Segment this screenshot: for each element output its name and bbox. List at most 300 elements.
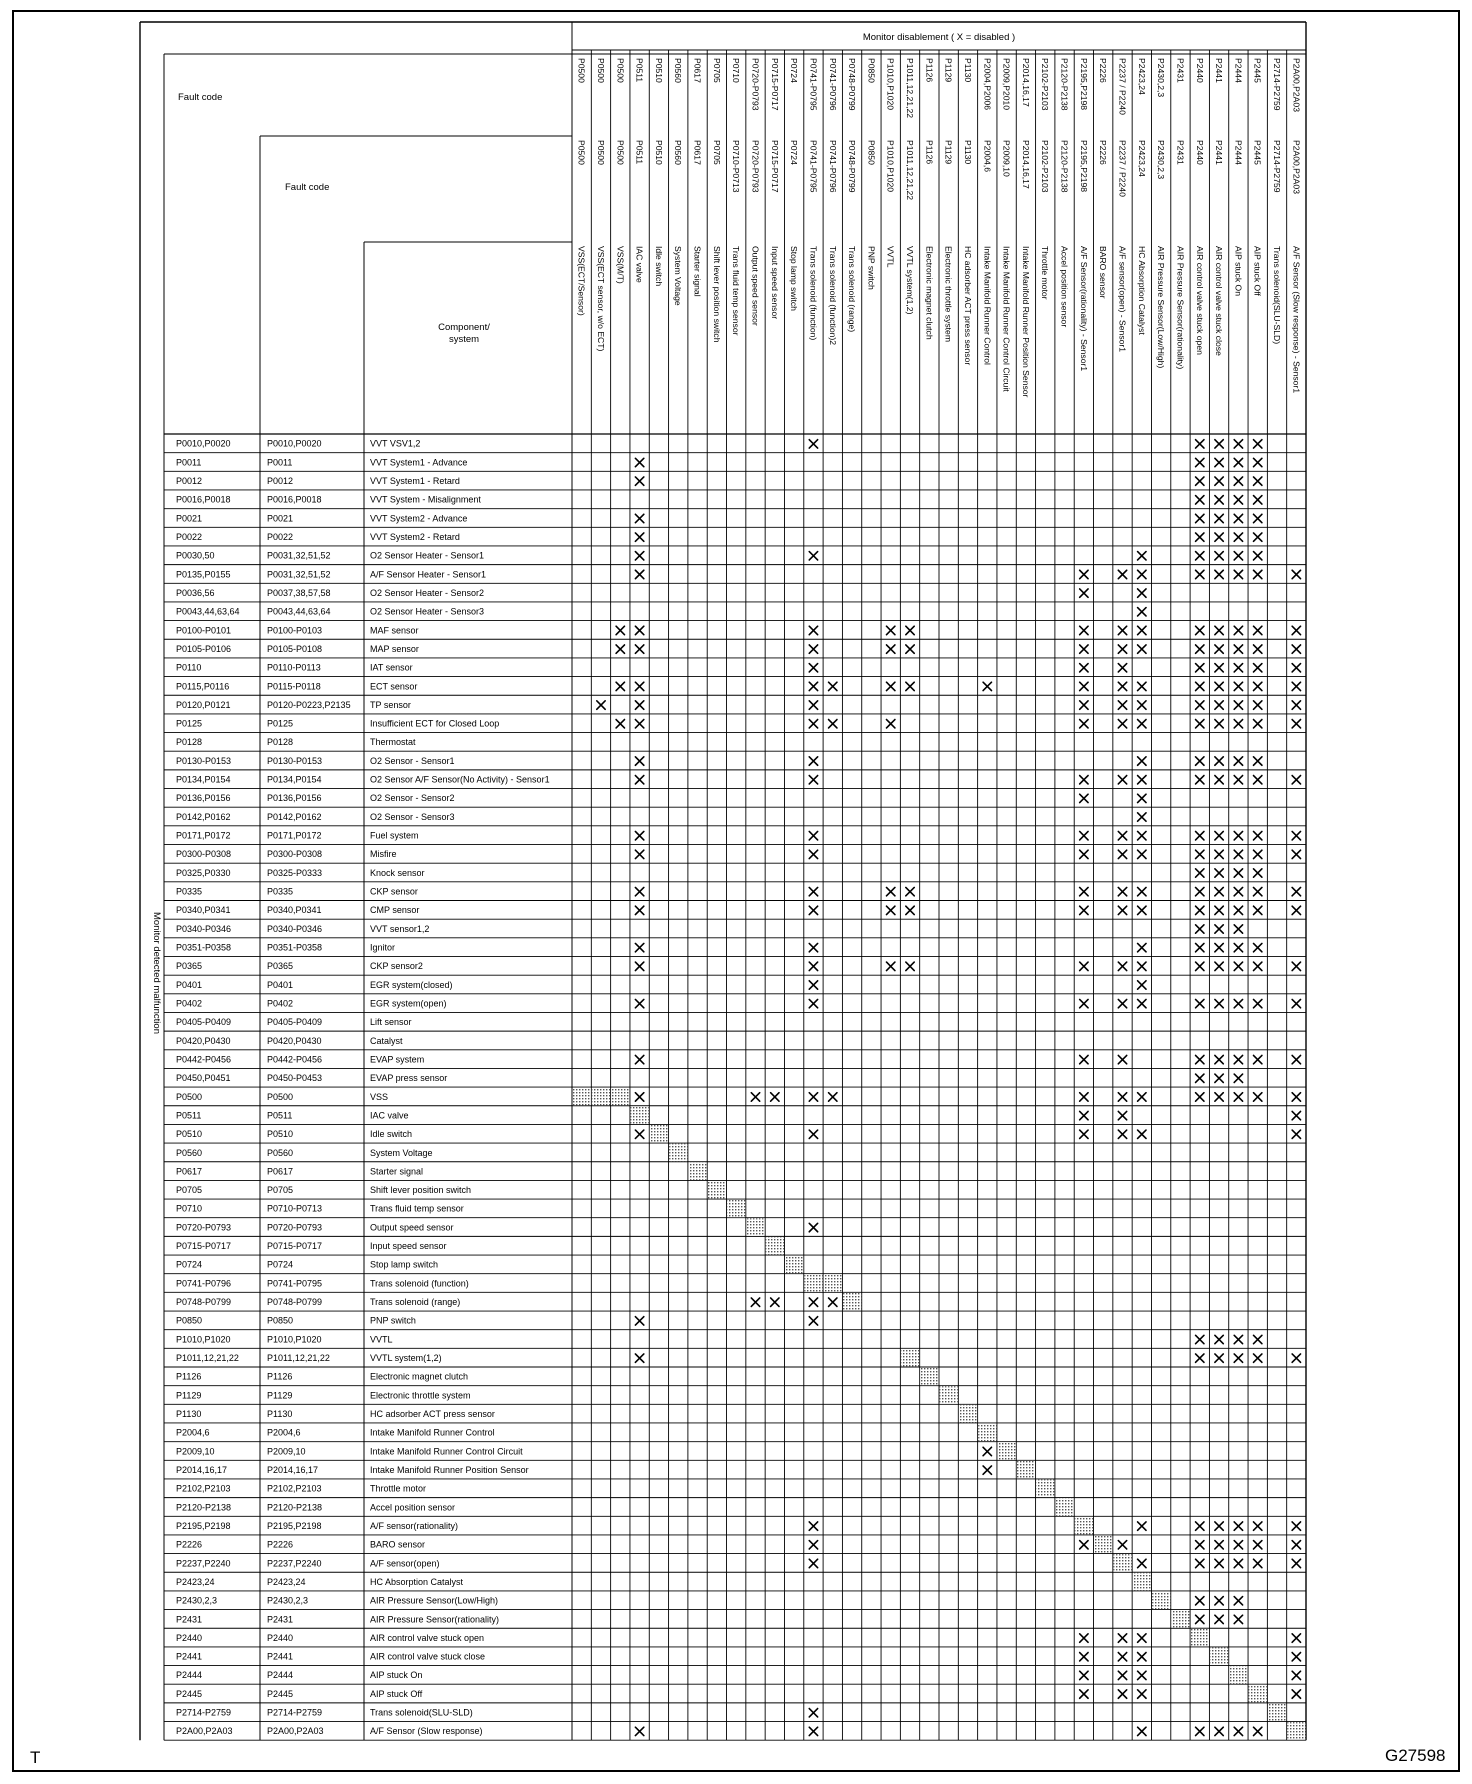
row-code: P2423,24	[176, 1576, 215, 1587]
disabled-mark	[809, 981, 817, 989]
row-code: P1129	[176, 1390, 202, 1401]
disabled-mark	[1196, 1335, 1204, 1343]
disabled-mark	[809, 626, 817, 634]
row-code: P0720-P0793	[176, 1222, 232, 1233]
disabled-mark	[1292, 1354, 1300, 1362]
disabled-mark	[1118, 776, 1126, 784]
shaded-cell	[978, 1424, 996, 1441]
disabled-mark	[1234, 1074, 1242, 1082]
row-code2: P2714-P2759	[267, 1707, 323, 1718]
row-code: P2714-P2759	[176, 1707, 232, 1718]
column-code: P2009,P2010	[1001, 58, 1012, 111]
column-name: AIR Pressure Sensor(Low/High)	[1156, 246, 1167, 369]
column-code2: P0720-P0793	[750, 140, 761, 193]
disabled-mark	[1138, 1130, 1146, 1138]
column-code: P2004,P2006	[982, 58, 993, 111]
row-code2: P0016,P0018	[267, 494, 322, 505]
shaded-cell	[1036, 1480, 1054, 1497]
disabled-mark	[1118, 570, 1126, 578]
disabled-mark	[1254, 999, 1262, 1007]
disabled-mark	[635, 776, 643, 784]
column-code: P0500	[615, 58, 626, 83]
fault-code-header: Fault code	[178, 92, 223, 103]
row-name: AIP stuck Off	[370, 1688, 423, 1699]
row-code2: P2444	[267, 1670, 294, 1681]
row-code2: P0500	[267, 1091, 294, 1102]
row-code2: P2014,16,17	[267, 1464, 319, 1475]
disabled-mark	[1118, 887, 1126, 895]
disabled-mark	[1196, 552, 1204, 560]
disabled-mark	[1118, 701, 1126, 709]
disabled-mark	[1215, 943, 1223, 951]
disabled-mark	[1292, 1559, 1300, 1567]
disabled-mark	[887, 682, 895, 690]
row-code: P0011	[176, 457, 202, 468]
row-code: P2009,10	[176, 1446, 215, 1457]
column-code: P2445	[1252, 58, 1263, 83]
row-name: MAP sensor	[370, 643, 419, 654]
shaded-cell	[766, 1237, 784, 1254]
disabled-mark	[809, 645, 817, 653]
column-code: P2226	[1098, 58, 1109, 83]
column-name: AIR Pressure Sensor(rationality)	[1175, 246, 1186, 370]
row-code2: P0365	[267, 961, 294, 972]
row-name: O2 Sensor Heater - Sensor1	[370, 550, 485, 561]
row-code: P0100-P0101	[176, 625, 232, 636]
row-code2: P0043,44,63,64	[267, 606, 331, 617]
column-name: PNP switch	[866, 246, 877, 290]
disabled-mark	[1292, 626, 1300, 634]
disabled-mark	[1196, 776, 1204, 784]
disabled-mark	[1292, 570, 1300, 578]
disabled-mark	[809, 943, 817, 951]
row-name: Throttle motor	[370, 1483, 427, 1494]
disabled-mark	[1254, 458, 1262, 466]
figure-code: G27598	[1385, 1746, 1446, 1765]
shaded-cell	[669, 1144, 687, 1161]
column-code: P0500	[595, 58, 606, 83]
row-name: O2 Sensor Heater - Sensor2	[370, 587, 485, 598]
disabled-mark	[1196, 626, 1204, 634]
disabled-mark	[1118, 645, 1126, 653]
column-code: P0741-P0795	[808, 58, 819, 111]
disabled-mark	[1292, 999, 1300, 1007]
disabled-mark	[1196, 1541, 1204, 1549]
disabled-mark	[1196, 1354, 1204, 1362]
row-code: P0450,P0451	[176, 1073, 231, 1084]
disabled-mark	[1254, 1093, 1262, 1101]
disabled-mark	[635, 887, 643, 895]
row-name: VVT System2 - Retard	[370, 531, 460, 542]
disabled-mark	[1292, 1653, 1300, 1661]
column-name: Throttle motor	[1040, 246, 1051, 300]
disabled-mark	[1254, 1335, 1262, 1343]
disabled-mark	[809, 720, 817, 728]
disabled-mark	[1254, 552, 1262, 560]
disabled-mark	[1254, 776, 1262, 784]
disabled-mark	[1080, 1055, 1088, 1063]
disabled-mark	[1234, 440, 1242, 448]
disabled-mark	[1080, 720, 1088, 728]
shaded-cell	[1133, 1573, 1151, 1590]
column-code: P2444	[1233, 58, 1244, 83]
row-code2: P0105-P0108	[267, 643, 323, 654]
disabled-mark	[1138, 906, 1146, 914]
shaded-cell	[573, 1088, 591, 1105]
disabled-mark	[1138, 552, 1146, 560]
column-code: P2195,P2198	[1078, 58, 1089, 111]
column-code2: P0705	[711, 140, 722, 165]
disabled-mark	[809, 887, 817, 895]
column-code2: P0560	[673, 140, 684, 165]
column-code: P0741-P0796	[827, 58, 838, 111]
corner-mark: T	[30, 1748, 41, 1767]
disabled-mark	[1234, 1727, 1242, 1735]
shaded-cell	[1249, 1685, 1267, 1702]
column-code: P2714-P2759	[1272, 58, 1283, 111]
disabled-mark	[1215, 645, 1223, 653]
row-name: Accel position sensor	[370, 1502, 456, 1513]
row-code: P0134,P0154	[176, 774, 231, 785]
disabled-mark	[1196, 533, 1204, 541]
row-name: AIP stuck On	[370, 1670, 423, 1681]
row-code: P0715-P0717	[176, 1241, 232, 1252]
shaded-cell	[592, 1088, 610, 1105]
disabled-mark	[1080, 962, 1088, 970]
row-name: A/F sensor(rationality)	[370, 1520, 459, 1531]
shaded-cell	[824, 1274, 842, 1291]
column-code2: P0500	[615, 140, 626, 165]
disabled-mark	[1234, 943, 1242, 951]
shaded-cell	[998, 1442, 1016, 1459]
disabled-mark	[1080, 1671, 1088, 1679]
disabled-mark	[1234, 925, 1242, 933]
disabled-mark	[635, 1093, 643, 1101]
disabled-mark	[1234, 887, 1242, 895]
disabled-mark	[1234, 1559, 1242, 1567]
row-name: O2 Sensor - Sensor2	[370, 793, 455, 804]
row-code2: P0340,P0341	[267, 905, 322, 916]
column-name: Trans solenoid (function)	[808, 246, 819, 341]
disabled-mark	[635, 533, 643, 541]
row-code2: P0351-P0358	[267, 942, 323, 953]
row-code: P0500	[176, 1091, 203, 1102]
row-code2: P2004,6	[267, 1427, 301, 1438]
disabled-mark	[1254, 906, 1262, 914]
column-code: P0511	[634, 58, 645, 83]
disabled-mark	[1196, 682, 1204, 690]
disabled-mark	[1215, 496, 1223, 504]
row-code: P0442-P0456	[176, 1054, 232, 1065]
row-code2: P0171,P0172	[267, 830, 322, 841]
disabled-mark	[1196, 1522, 1204, 1530]
disabled-mark	[635, 906, 643, 914]
disabled-mark	[1215, 906, 1223, 914]
disabled-mark	[1138, 720, 1146, 728]
disabled-mark	[1234, 1093, 1242, 1101]
disabled-mark	[829, 1298, 837, 1306]
row-name: VVT System1 - Advance	[370, 457, 468, 468]
row-code2: P0724	[267, 1259, 294, 1270]
disabled-mark	[1118, 682, 1126, 690]
column-code2: P2237 / P2240	[1117, 140, 1128, 197]
disabled-mark	[1234, 570, 1242, 578]
disabled-mark	[1138, 1093, 1146, 1101]
disabled-mark	[1215, 552, 1223, 560]
disabled-mark	[635, 514, 643, 522]
group-title: Monitor disablement ( X = disabled )	[862, 32, 1016, 43]
column-name: A/F Sensor (Slow response) - Sensor1	[1291, 246, 1302, 394]
disabled-mark	[1215, 1541, 1223, 1549]
component-header: system	[448, 334, 480, 345]
column-name: AIR control valve stuck open	[1194, 246, 1205, 355]
column-name: VSS(ECT sensor, w/o ECT)	[595, 246, 606, 352]
column-code2: P2440	[1194, 140, 1205, 165]
disabled-mark	[1215, 701, 1223, 709]
row-code2: P0340-P0346	[267, 923, 323, 934]
disabled-mark	[1196, 887, 1204, 895]
column-code2: P2423,24	[1136, 140, 1147, 177]
disabled-mark	[983, 682, 991, 690]
row-code: P2195,P2198	[176, 1520, 231, 1531]
disabled-mark	[1234, 831, 1242, 839]
row-code: P0120,P0121	[176, 699, 231, 710]
disabled-mark	[1080, 776, 1088, 784]
shaded-cell	[1075, 1517, 1093, 1534]
disabled-mark	[1292, 850, 1300, 858]
row-name: Idle switch	[370, 1129, 413, 1140]
disabled-mark	[1118, 962, 1126, 970]
disabled-mark	[1234, 962, 1242, 970]
disabled-mark	[751, 1298, 759, 1306]
disabled-mark	[1080, 887, 1088, 895]
row-code2: P2195,P2198	[267, 1520, 322, 1531]
disabled-mark	[1234, 1597, 1242, 1605]
shaded-cell	[920, 1368, 938, 1385]
disabled-mark	[1234, 477, 1242, 485]
disabled-mark	[1196, 925, 1204, 933]
column-name: Stop lamp switch	[789, 246, 800, 311]
row-code: P0340-P0346	[176, 923, 232, 934]
row-code2: P2226	[267, 1539, 294, 1550]
row-code: P0010,P0020	[176, 438, 231, 449]
row-name: Intake Manifold Runner Control Circuit	[370, 1446, 523, 1457]
disabled-mark	[1254, 682, 1262, 690]
shaded-cell	[1017, 1461, 1035, 1478]
disabled-mark	[1118, 1130, 1126, 1138]
disabled-mark	[1196, 1615, 1204, 1623]
disabled-mark	[635, 943, 643, 951]
column-code2: P2014,16,17	[1020, 140, 1031, 189]
row-code2: P0128	[267, 737, 294, 748]
column-code2: P2444	[1233, 140, 1244, 165]
row-code: P0335	[176, 886, 203, 897]
row-code: P2226	[176, 1539, 203, 1550]
disabled-mark	[635, 701, 643, 709]
row-code: P1010,P1020	[176, 1334, 231, 1345]
disabled-mark	[635, 1354, 643, 1362]
row-code2: P0115-P0118	[267, 681, 321, 692]
column-code: P1129	[943, 58, 954, 83]
disabled-mark	[1215, 626, 1223, 634]
disabled-mark	[1118, 626, 1126, 634]
disabled-mark	[1080, 1093, 1088, 1101]
column-name: Trans solenoid (range)	[847, 246, 858, 333]
disabled-mark	[1215, 999, 1223, 1007]
disabled-mark	[1118, 664, 1126, 672]
disabled-mark	[1234, 1354, 1242, 1362]
column-code2: P2226	[1098, 140, 1109, 165]
column-code2: P0715-P0717	[769, 140, 780, 193]
disabled-mark	[809, 850, 817, 858]
row-name: VVT VSV1,2	[370, 438, 421, 449]
disabled-mark	[1215, 570, 1223, 578]
disabled-mark	[1215, 1354, 1223, 1362]
row-code2: P0136,P0156	[267, 793, 322, 804]
shaded-cell	[727, 1200, 745, 1217]
column-name: BARO sensor	[1098, 246, 1109, 299]
row-name: O2 Sensor A/F Sensor(No Activity) - Sensor1	[370, 774, 550, 785]
row-code: P0351-P0358	[176, 942, 232, 953]
disabled-mark	[1196, 477, 1204, 485]
disabled-mark	[1234, 458, 1242, 466]
row-code2: P2009,10	[267, 1446, 306, 1457]
disabled-mark	[809, 1298, 817, 1306]
disabled-mark	[809, 962, 817, 970]
column-code2: P2445	[1252, 140, 1263, 165]
disabled-mark	[1234, 869, 1242, 877]
shaded-cell	[804, 1274, 822, 1291]
shaded-cell	[843, 1293, 861, 1310]
disabled-mark	[1080, 906, 1088, 914]
row-code2: P0402	[267, 998, 294, 1009]
row-code: P0115,P0116	[176, 681, 230, 692]
row-code: P2431	[176, 1614, 203, 1625]
column-code2: P0510	[653, 140, 664, 165]
disabled-mark	[1118, 1671, 1126, 1679]
row-code: P0022	[176, 531, 203, 542]
disabled-mark	[809, 776, 817, 784]
disabled-mark	[1080, 999, 1088, 1007]
disabled-mark	[1254, 757, 1262, 765]
disabled-mark	[887, 626, 895, 634]
disabled-mark	[1196, 906, 1204, 914]
row-name: IAT sensor	[370, 662, 413, 673]
disabled-mark	[1196, 514, 1204, 522]
disabled-mark	[1196, 943, 1204, 951]
disabled-mark	[635, 831, 643, 839]
column-code: P0705	[711, 58, 722, 83]
disabled-mark	[1254, 1354, 1262, 1362]
disabled-mark	[1080, 626, 1088, 634]
disabled-mark	[1292, 1130, 1300, 1138]
row-code: P2445	[176, 1688, 203, 1699]
disabled-mark	[1118, 1541, 1126, 1549]
column-code: P0500	[576, 58, 587, 83]
column-code2: P0511	[634, 140, 645, 165]
disabled-mark	[1080, 1111, 1088, 1119]
column-code2: P1129	[943, 140, 954, 165]
disabled-mark	[1196, 962, 1204, 970]
row-code2: P0010,P0020	[267, 438, 322, 449]
row-code2: P2A00,P2A03	[267, 1726, 324, 1737]
column-code2: P2102-P2103	[1040, 140, 1051, 193]
row-name: PNP switch	[370, 1315, 416, 1326]
disabled-mark	[616, 720, 624, 728]
disabled-mark	[1215, 1093, 1223, 1101]
row-name: HC Absorption Catalyst	[370, 1576, 464, 1587]
disabled-mark	[616, 626, 624, 634]
disabled-mark	[983, 1447, 991, 1455]
row-code2: P0100-P0103	[267, 625, 323, 636]
row-code: P0110	[176, 662, 202, 673]
row-code: P2A00,P2A03	[176, 1726, 233, 1737]
disabled-mark	[1234, 626, 1242, 634]
disabled-mark	[1118, 1111, 1126, 1119]
row-code2: P0325-P0333	[267, 867, 323, 878]
row-code2: P0510	[267, 1129, 294, 1140]
disabled-mark	[1215, 477, 1223, 485]
row-name: Fuel system	[370, 830, 419, 841]
row-code2: P0748-P0799	[267, 1297, 323, 1308]
row-code: P2444	[176, 1670, 203, 1681]
disabled-mark	[1196, 570, 1204, 578]
row-code: P0030,50	[176, 550, 215, 561]
row-code: P0105-P0106	[176, 643, 232, 654]
row-code: P0511	[176, 1110, 202, 1121]
side-label: Monitor detected malfunction	[151, 912, 162, 1034]
column-code2: P0724	[789, 140, 800, 165]
column-code: P0724	[789, 58, 800, 83]
column-name: Input speed sensor	[769, 246, 780, 320]
row-name: AIR control valve stuck close	[370, 1651, 486, 1662]
disabled-mark	[1138, 776, 1146, 784]
disabled-mark	[809, 1522, 817, 1530]
column-code: P0510	[653, 58, 664, 83]
disabled-mark	[887, 906, 895, 914]
disabled-mark	[1080, 1634, 1088, 1642]
disabled-mark	[1292, 1055, 1300, 1063]
column-code2: P2430,2,3	[1156, 140, 1167, 180]
shaded-cell	[1229, 1666, 1247, 1683]
column-name: HC Absorption Catalyst	[1136, 246, 1147, 335]
disabled-mark	[1234, 999, 1242, 1007]
column-code: P0720-P0793	[750, 58, 761, 111]
disabled-mark	[635, 1727, 643, 1735]
row-name: VVTL	[370, 1334, 393, 1345]
column-code2: P0710-P0713	[731, 140, 742, 193]
shaded-cell	[785, 1256, 803, 1273]
column-code2: P2009,10	[1001, 140, 1012, 177]
disabled-mark	[1254, 962, 1262, 970]
column-name: Trans solenoid (function)2	[827, 246, 838, 346]
row-code: P0136,P0156	[176, 793, 231, 804]
disabled-mark	[1215, 776, 1223, 784]
disabled-mark	[809, 1709, 817, 1717]
disabled-mark	[906, 962, 914, 970]
column-code: P2102-P2103	[1040, 58, 1051, 111]
column-code: P2430,2,3	[1156, 58, 1167, 98]
disabled-mark	[1254, 869, 1262, 877]
disabled-mark	[1254, 533, 1262, 541]
column-code: P0715-P0717	[769, 58, 780, 111]
row-name: CMP sensor	[370, 905, 420, 916]
row-code2: P1129	[267, 1390, 293, 1401]
disabled-mark	[1215, 925, 1223, 933]
column-code2: P2714-P2759	[1272, 140, 1283, 193]
disabled-mark	[1118, 999, 1126, 1007]
disabled-mark	[809, 757, 817, 765]
